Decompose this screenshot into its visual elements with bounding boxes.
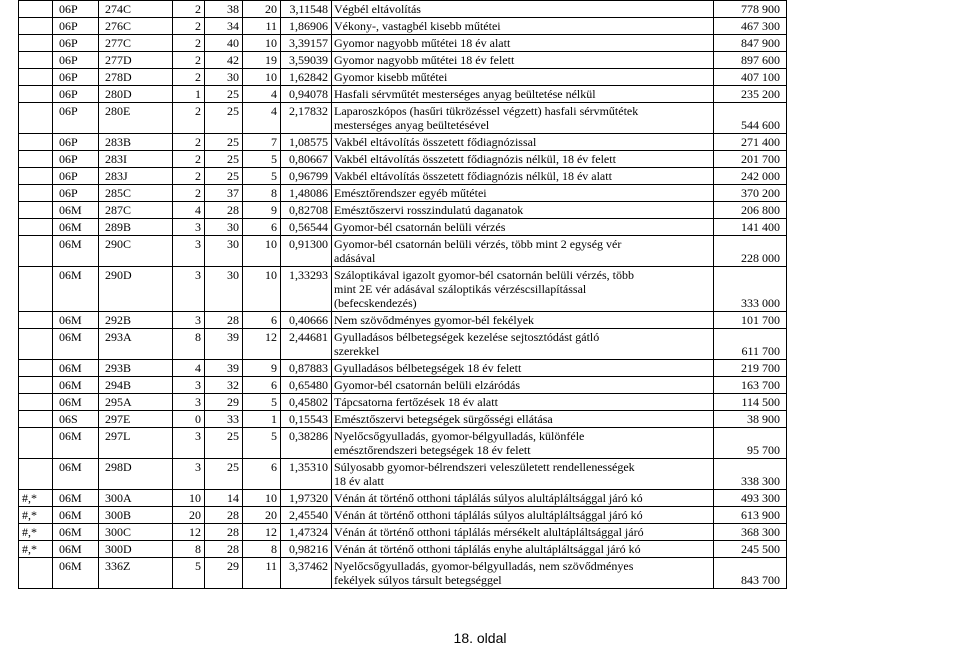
table-row <box>19 168 787 185</box>
table-row <box>19 134 787 151</box>
row-normative-days: 5 <box>243 151 281 168</box>
row-max-days: 25 <box>205 168 243 185</box>
row-flag <box>19 459 53 490</box>
row-max-days: 28 <box>205 541 243 558</box>
row-price: 141 400 <box>714 219 787 236</box>
row-normative-days: 5 <box>243 168 281 185</box>
row-mdc: 06P <box>53 18 99 35</box>
row-flag <box>19 236 53 267</box>
row-normative-days: 8 <box>243 185 281 202</box>
row-mdc: 06M <box>53 428 99 459</box>
row-drg-name: Gyomor nagyobb műtétei 18 év felett <box>332 52 714 69</box>
table-row <box>19 490 787 507</box>
row-flag <box>19 86 53 103</box>
row-price: 370 200 <box>714 185 787 202</box>
row-price: 242 000 <box>714 168 787 185</box>
row-mdc: 06M <box>53 236 99 267</box>
row-drg-code: 278D <box>99 69 173 86</box>
row-max-days: 14 <box>205 490 243 507</box>
row-min-days: 4 <box>173 202 205 219</box>
row-price: 368 300 <box>714 524 787 541</box>
row-weight: 0,91300 <box>281 236 332 267</box>
row-drg-code: 283I <box>99 151 173 168</box>
row-flag <box>19 558 53 589</box>
row-weight: 2,17832 <box>281 103 332 134</box>
row-min-days: 2 <box>173 103 205 134</box>
row-price: 206 800 <box>714 202 787 219</box>
row-mdc: 06M <box>53 377 99 394</box>
row-drg-code: 336Z <box>99 558 173 589</box>
row-mdc: 06P <box>53 168 99 185</box>
row-drg-code: 295A <box>99 394 173 411</box>
row-max-days: 28 <box>205 524 243 541</box>
row-price: 245 500 <box>714 541 787 558</box>
row-weight: 1,48086 <box>281 185 332 202</box>
row-max-days: 29 <box>205 394 243 411</box>
row-normative-days: 9 <box>243 202 281 219</box>
row-weight: 3,59039 <box>281 52 332 69</box>
row-mdc: 06P <box>53 151 99 168</box>
table-row <box>19 394 787 411</box>
row-max-days: 30 <box>205 267 243 312</box>
row-mdc: 06P <box>53 103 99 134</box>
row-drg-code: 297E <box>99 411 173 428</box>
page-number: 18. oldal <box>453 630 507 646</box>
row-flag <box>19 411 53 428</box>
table-row <box>19 1 787 18</box>
row-normative-days: 4 <box>243 86 281 103</box>
row-price: 338 300 <box>714 459 787 490</box>
row-weight: 1,62842 <box>281 69 332 86</box>
row-flag: #,* <box>19 524 53 541</box>
row-flag <box>19 18 53 35</box>
row-drg-name: Vakbél eltávolítás összetett fődiagnózissal <box>332 134 714 151</box>
table-row <box>19 151 787 168</box>
row-mdc: 06P <box>53 35 99 52</box>
table-row <box>19 428 787 459</box>
row-weight: 1,35310 <box>281 459 332 490</box>
row-flag: #,* <box>19 507 53 524</box>
row-weight: 0,80667 <box>281 151 332 168</box>
row-price: 493 300 <box>714 490 787 507</box>
row-flag <box>19 312 53 329</box>
row-flag <box>19 202 53 219</box>
row-min-days: 2 <box>173 52 205 69</box>
row-mdc: 06M <box>53 459 99 490</box>
row-drg-code: 300C <box>99 524 173 541</box>
row-mdc: 06M <box>53 360 99 377</box>
row-mdc: 06M <box>53 312 99 329</box>
row-flag <box>19 267 53 312</box>
row-normative-days: 10 <box>243 236 281 267</box>
row-min-days: 3 <box>173 459 205 490</box>
row-mdc: 06M <box>53 329 99 360</box>
row-weight: 1,33293 <box>281 267 332 312</box>
row-drg-name: Végbél eltávolítás <box>332 1 714 18</box>
row-normative-days: 4 <box>243 103 281 134</box>
row-max-days: 40 <box>205 35 243 52</box>
row-price: 333 000 <box>714 267 787 312</box>
row-max-days: 37 <box>205 185 243 202</box>
row-normative-days: 11 <box>243 558 281 589</box>
row-weight: 0,96799 <box>281 168 332 185</box>
row-drg-code: 280E <box>99 103 173 134</box>
row-drg-code: 290D <box>99 267 173 312</box>
row-normative-days: 12 <box>243 524 281 541</box>
table-row <box>19 103 787 134</box>
table-row <box>19 360 787 377</box>
row-drg-name: Emésztőszervi rosszindulatú daganatok <box>332 202 714 219</box>
row-drg-name: Száloptikával igazolt gyomor-bél csatornán belüli vérzés, több mint 2E vér adásával száloptikás vérzéscsillapítással (befecskendezés) <box>332 267 714 312</box>
row-mdc: 06P <box>53 52 99 69</box>
row-drg-code: 285C <box>99 185 173 202</box>
row-price: 163 700 <box>714 377 787 394</box>
row-drg-code: 274C <box>99 1 173 18</box>
row-drg-code: 292B <box>99 312 173 329</box>
row-min-days: 3 <box>173 428 205 459</box>
row-drg-name: Gyulladásos bélbetegségek kezelése sejtosztódást gátló szerekkel <box>332 329 714 360</box>
row-weight: 0,65480 <box>281 377 332 394</box>
row-drg-code: 277D <box>99 52 173 69</box>
row-drg-name: Hasfali sérvműtét mesterséges anyag beültetése nélkül <box>332 86 714 103</box>
row-drg-name: Nyelőcsőgyulladás, gyomor-bélgyulladás, nem szövődményes fekélyek súlyos társult betegséggel <box>332 558 714 589</box>
row-drg-name: Vénán át történő otthoni táplálás enyhe alultápláltsággal járó kó <box>332 541 714 558</box>
row-weight: 0,82708 <box>281 202 332 219</box>
table-row <box>19 86 787 103</box>
row-min-days: 20 <box>173 507 205 524</box>
row-min-days: 3 <box>173 394 205 411</box>
row-normative-days: 10 <box>243 267 281 312</box>
row-min-days: 2 <box>173 18 205 35</box>
row-drg-name: Gyomor kisebb műtétei <box>332 69 714 86</box>
table-row <box>19 312 787 329</box>
row-weight: 0,56544 <box>281 219 332 236</box>
row-min-days: 8 <box>173 541 205 558</box>
table-row <box>19 69 787 86</box>
row-drg-name: Nyelőcsőgyulladás, gyomor-bélgyulladás, különféle emésztőrendszeri betegségek 18 év felett <box>332 428 714 459</box>
row-weight: 3,37462 <box>281 558 332 589</box>
row-drg-name: Súlyosabb gyomor-bélrendszeri veleszületett rendellenességek 18 év alatt <box>332 459 714 490</box>
row-drg-code: 283J <box>99 168 173 185</box>
row-weight: 1,86906 <box>281 18 332 35</box>
row-price: 897 600 <box>714 52 787 69</box>
row-drg-name: Tápcsatorna fertőzések 18 év alatt <box>332 394 714 411</box>
row-flag <box>19 394 53 411</box>
row-normative-days: 8 <box>243 541 281 558</box>
row-drg-name: Gyomor-bél csatornán belüli elzáródás <box>332 377 714 394</box>
row-mdc: 06S <box>53 411 99 428</box>
row-price: 467 300 <box>714 18 787 35</box>
row-price: 95 700 <box>714 428 787 459</box>
row-normative-days: 11 <box>243 18 281 35</box>
table-row <box>19 18 787 35</box>
row-weight: 1,97320 <box>281 490 332 507</box>
row-weight: 0,38286 <box>281 428 332 459</box>
row-drg-code: 300A <box>99 490 173 507</box>
row-drg-name: Vénán át történő otthoni táplálás mérsékelt alultápláltsággal járó <box>332 524 714 541</box>
row-max-days: 30 <box>205 219 243 236</box>
row-price: 228 000 <box>714 236 787 267</box>
row-max-days: 38 <box>205 1 243 18</box>
row-flag <box>19 329 53 360</box>
row-normative-days: 10 <box>243 69 281 86</box>
row-price: 611 700 <box>714 329 787 360</box>
row-max-days: 25 <box>205 151 243 168</box>
row-drg-name: Vénán át történő otthoni táplálás súlyos alultápláltsággal járó kó <box>332 507 714 524</box>
row-weight: 3,11548 <box>281 1 332 18</box>
row-mdc: 06M <box>53 558 99 589</box>
row-max-days: 34 <box>205 18 243 35</box>
row-price: 847 900 <box>714 35 787 52</box>
row-max-days: 32 <box>205 377 243 394</box>
row-weight: 0,40666 <box>281 312 332 329</box>
row-drg-name: Laparoszkópos (hasűri tükrözéssel végzett) hasfali sérvműtétek mesterséges anyag beültetésével <box>332 103 714 134</box>
row-normative-days: 5 <box>243 428 281 459</box>
row-price: 778 900 <box>714 1 787 18</box>
table-row <box>19 507 787 524</box>
row-mdc: 06P <box>53 69 99 86</box>
row-normative-days: 6 <box>243 459 281 490</box>
table-row <box>19 558 787 589</box>
row-mdc: 06M <box>53 524 99 541</box>
row-weight: 0,15543 <box>281 411 332 428</box>
row-normative-days: 6 <box>243 377 281 394</box>
row-price: 271 400 <box>714 134 787 151</box>
row-mdc: 06M <box>53 267 99 312</box>
row-max-days: 30 <box>205 69 243 86</box>
row-max-days: 33 <box>205 411 243 428</box>
row-mdc: 06P <box>53 185 99 202</box>
row-drg-code: 293A <box>99 329 173 360</box>
row-flag <box>19 360 53 377</box>
row-normative-days: 12 <box>243 329 281 360</box>
row-normative-days: 1 <box>243 411 281 428</box>
row-drg-code: 287C <box>99 202 173 219</box>
row-mdc: 06P <box>53 134 99 151</box>
row-drg-code: 300B <box>99 507 173 524</box>
row-weight: 1,08575 <box>281 134 332 151</box>
row-price: 407 100 <box>714 69 787 86</box>
row-drg-name: Vékony-, vastagbél kisebb műtétei <box>332 18 714 35</box>
row-flag <box>19 168 53 185</box>
row-drg-code: 294B <box>99 377 173 394</box>
row-drg-code: 290C <box>99 236 173 267</box>
row-max-days: 30 <box>205 236 243 267</box>
row-normative-days: 9 <box>243 360 281 377</box>
row-drg-code: 280D <box>99 86 173 103</box>
row-weight: 0,94078 <box>281 86 332 103</box>
table-row <box>19 267 787 312</box>
row-min-days: 1 <box>173 86 205 103</box>
row-price: 38 900 <box>714 411 787 428</box>
row-drg-code: 293B <box>99 360 173 377</box>
table-row <box>19 541 787 558</box>
row-flag: #,* <box>19 490 53 507</box>
table-row <box>19 219 787 236</box>
row-min-days: 3 <box>173 267 205 312</box>
row-drg-name: Gyomor-bél csatornán belüli vérzés <box>332 219 714 236</box>
row-normative-days: 6 <box>243 219 281 236</box>
row-mdc: 06M <box>53 202 99 219</box>
row-flag: #,* <box>19 541 53 558</box>
table-row <box>19 411 787 428</box>
row-drg-code: 298D <box>99 459 173 490</box>
row-min-days: 2 <box>173 1 205 18</box>
row-flag <box>19 185 53 202</box>
row-flag <box>19 52 53 69</box>
row-max-days: 39 <box>205 360 243 377</box>
row-min-days: 0 <box>173 411 205 428</box>
row-mdc: 06M <box>53 394 99 411</box>
row-max-days: 28 <box>205 312 243 329</box>
row-flag <box>19 428 53 459</box>
row-min-days: 2 <box>173 151 205 168</box>
row-weight: 0,98216 <box>281 541 332 558</box>
row-normative-days: 10 <box>243 35 281 52</box>
row-price: 613 900 <box>714 507 787 524</box>
row-mdc: 06P <box>53 1 99 18</box>
row-max-days: 25 <box>205 103 243 134</box>
row-drg-name: Vénán át történő otthoni táplálás súlyos alultápláltsággal járó kó <box>332 490 714 507</box>
row-price: 114 500 <box>714 394 787 411</box>
row-flag <box>19 151 53 168</box>
row-drg-name: Gyomor nagyobb műtétei 18 év alatt <box>332 35 714 52</box>
row-price: 201 700 <box>714 151 787 168</box>
row-drg-name: Vakbél eltávolítás összetett fődiagnózis nélkül, 18 év felett <box>332 151 714 168</box>
row-drg-name: Vakbél eltávolítás összetett fődiagnózis nélkül, 18 év alatt <box>332 168 714 185</box>
row-min-days: 2 <box>173 69 205 86</box>
row-normative-days: 10 <box>243 490 281 507</box>
row-drg-code: 277C <box>99 35 173 52</box>
row-drg-code: 289B <box>99 219 173 236</box>
row-flag <box>19 377 53 394</box>
row-max-days: 28 <box>205 202 243 219</box>
row-price: 101 700 <box>714 312 787 329</box>
table-row <box>19 185 787 202</box>
row-mdc: 06P <box>53 86 99 103</box>
table-row <box>19 202 787 219</box>
row-max-days: 25 <box>205 459 243 490</box>
table-row <box>19 377 787 394</box>
row-weight: 0,87883 <box>281 360 332 377</box>
row-drg-name: Emésztőszervi betegségek sürgősségi ellátása <box>332 411 714 428</box>
row-drg-name: Emésztőrendszer egyéb műtétei <box>332 185 714 202</box>
row-flag <box>19 103 53 134</box>
row-max-days: 25 <box>205 134 243 151</box>
row-drg-name: Nem szövődményes gyomor-bél fekélyek <box>332 312 714 329</box>
row-min-days: 4 <box>173 360 205 377</box>
row-min-days: 3 <box>173 312 205 329</box>
row-drg-code: 276C <box>99 18 173 35</box>
row-weight: 3,39157 <box>281 35 332 52</box>
table-row <box>19 524 787 541</box>
row-price: 544 600 <box>714 103 787 134</box>
row-min-days: 10 <box>173 490 205 507</box>
row-weight: 2,45540 <box>281 507 332 524</box>
row-min-days: 2 <box>173 168 205 185</box>
row-flag <box>19 134 53 151</box>
table-row <box>19 459 787 490</box>
row-min-days: 2 <box>173 35 205 52</box>
row-min-days: 3 <box>173 219 205 236</box>
table-row <box>19 236 787 267</box>
row-max-days: 28 <box>205 507 243 524</box>
table-row <box>19 329 787 360</box>
row-mdc: 06M <box>53 490 99 507</box>
row-weight: 2,44681 <box>281 329 332 360</box>
row-flag <box>19 219 53 236</box>
row-drg-name: Gyomor-bél csatornán belüli vérzés, több mint 2 egység vér adásával <box>332 236 714 267</box>
table-row <box>19 35 787 52</box>
row-drg-code: 297L <box>99 428 173 459</box>
row-normative-days: 7 <box>243 134 281 151</box>
row-weight: 1,47324 <box>281 524 332 541</box>
row-max-days: 25 <box>205 428 243 459</box>
row-price: 843 700 <box>714 558 787 589</box>
row-flag <box>19 69 53 86</box>
row-min-days: 12 <box>173 524 205 541</box>
row-normative-days: 5 <box>243 394 281 411</box>
row-normative-days: 20 <box>243 1 281 18</box>
tariff-table <box>18 0 787 589</box>
row-max-days: 29 <box>205 558 243 589</box>
row-weight: 0,45802 <box>281 394 332 411</box>
row-drg-name: Gyulladásos bélbetegségek 18 év felett <box>332 360 714 377</box>
row-price: 219 700 <box>714 360 787 377</box>
row-mdc: 06M <box>53 507 99 524</box>
row-max-days: 25 <box>205 86 243 103</box>
row-max-days: 42 <box>205 52 243 69</box>
row-min-days: 2 <box>173 185 205 202</box>
row-mdc: 06M <box>53 219 99 236</box>
row-flag <box>19 1 53 18</box>
row-normative-days: 20 <box>243 507 281 524</box>
row-normative-days: 6 <box>243 312 281 329</box>
row-flag <box>19 35 53 52</box>
row-mdc: 06M <box>53 541 99 558</box>
row-drg-code: 300D <box>99 541 173 558</box>
table-row <box>19 52 787 69</box>
row-min-days: 3 <box>173 377 205 394</box>
row-min-days: 3 <box>173 236 205 267</box>
row-price: 235 200 <box>714 86 787 103</box>
row-max-days: 39 <box>205 329 243 360</box>
row-min-days: 5 <box>173 558 205 589</box>
row-min-days: 2 <box>173 134 205 151</box>
table-body <box>19 1 787 589</box>
row-normative-days: 19 <box>243 52 281 69</box>
row-drg-code: 283B <box>99 134 173 151</box>
row-min-days: 8 <box>173 329 205 360</box>
